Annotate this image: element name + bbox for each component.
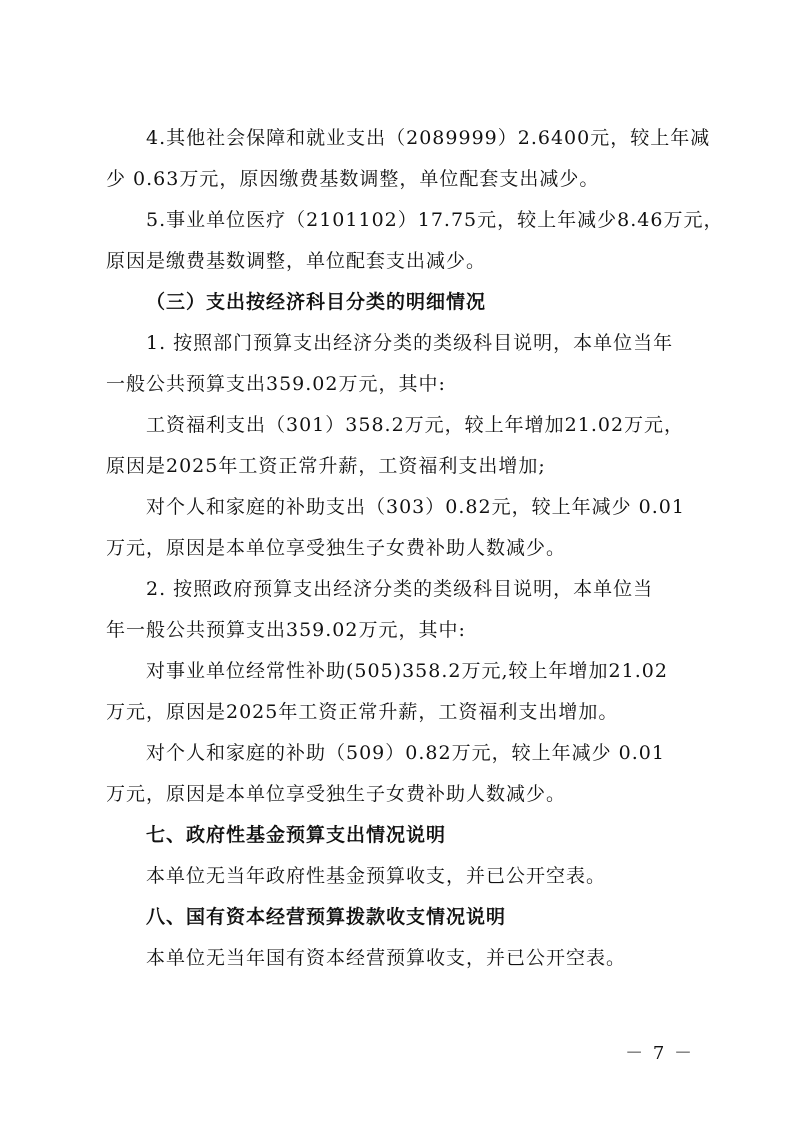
page-number: － 7 － xyxy=(625,1043,694,1064)
section-7-heading: 七、政府性基金预算支出情况说明 xyxy=(146,824,447,846)
paragraph-line: 对个人和家庭的补助（509）0.82万元，较上年减少 0.01 xyxy=(146,742,665,764)
paragraph-line: 万元，原因是本单位享受独生子女费补助人数减少。 xyxy=(106,783,567,805)
paragraph-line: 一般公共预算支出359.02万元，其中: xyxy=(106,373,446,395)
paragraph-line: 万元，原因是2025年工资正常升薪，工资福利支出增加。 xyxy=(106,701,619,723)
paragraph-line: 工资福利支出（301）358.2万元，较上年增加21.02万元， xyxy=(146,414,685,436)
paragraph-line: 原因是缴费基数调整，单位配套支出减少。 xyxy=(106,250,487,272)
paragraph-line: 1. 按照部门预算支出经济分类的类级科目说明，本单位当年 xyxy=(146,332,674,354)
paragraph-line: 万元，原因是本单位享受独生子女费补助人数减少。 xyxy=(106,537,567,559)
section-8-text: 本单位无当年国有资本经营预算收支，并已公开空表。 xyxy=(146,947,627,969)
paragraph-line: 年一般公共预算支出359.02万元，其中: xyxy=(106,619,466,641)
section-7-text: 本单位无当年政府性基金预算收支，并已公开空表。 xyxy=(146,865,607,887)
section-8-heading: 八、国有资本经营预算拨款收支情况说明 xyxy=(146,906,507,928)
paragraph-line: 对事业单位经常性补助(505)358.2万元,较上年增加21.02 xyxy=(146,660,668,682)
paragraph-line: 对个人和家庭的补助支出（303）0.82元，较上年减少 0.01 xyxy=(146,496,685,518)
subsection-heading: （三）支出按经济科目分类的明细情况 xyxy=(146,291,487,313)
paragraph-line: 4.其他社会保障和就业支出（2089999）2.6400元，较上年减 xyxy=(146,127,711,149)
paragraph-line: 少 0.63万元，原因缴费基数调整，单位配套支出减少。 xyxy=(106,168,600,190)
paragraph-line: 5.事业单位医疗（2101102）17.75元，较上年减少8.46万元， xyxy=(146,209,724,231)
paragraph-line: 原因是2025年工资正常升薪，工资福利支出增加; xyxy=(106,455,546,477)
paragraph-line: 2. 按照政府预算支出经济分类的类级科目说明，本单位当 xyxy=(146,578,654,600)
